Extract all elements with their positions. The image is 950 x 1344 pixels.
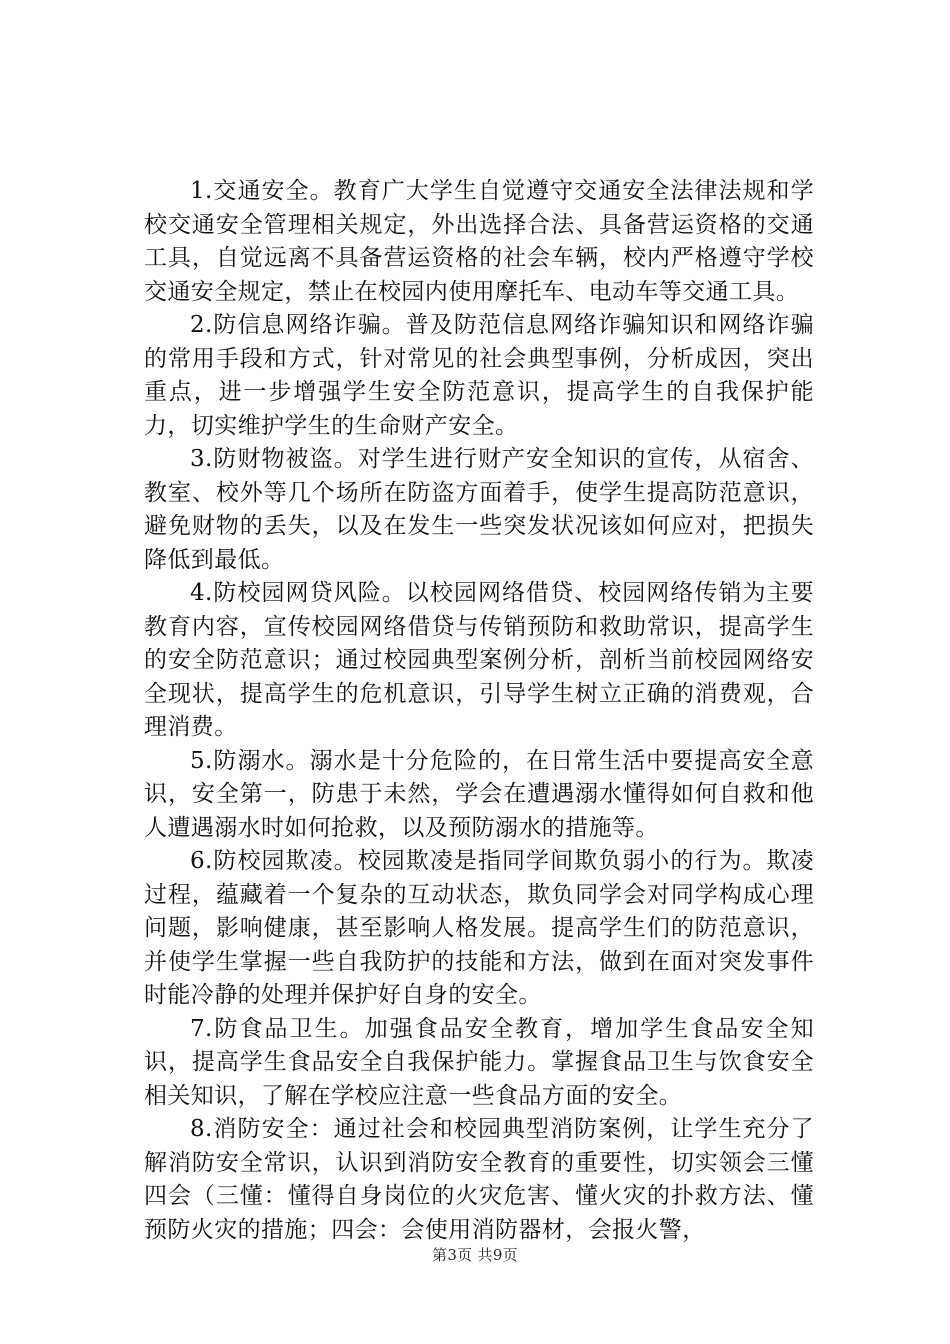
paragraph-online-fraud: 2.防信息网络诈骗。普及防范信息网络诈骗知识和网络诈骗的常用手段和方式，针对常见的社会典型事例，分析成因，突出重点，进一步增强学生安全防范意识，提高学生的自我保护能力，切实维护学生的生命财产安全。 (144, 312, 814, 439)
paragraph-campus-bullying: 6.防校园欺凌。校园欺凌是指同学间欺负弱小的行为。欺凌过程，蕴藏着一个复杂的互动状态，欺负同学会对同学构成心理问题，影响健康，甚至影响人格发展。提高学生们的防范意识，并使学生掌握一些自我防护的技能和方法，做到在面对突发事件时能冷静的处理并保护好自身的安全。 (144, 848, 814, 1008)
page-number-footer: 第3页 共9页 (432, 1246, 518, 1264)
paragraph-traffic-safety: 1.交通安全。教育广大学生自觉遵守交通安全法律法规和学校交通安全管理相关规定，外出选择合法、具备营运资格的交通工具，自觉远离不具备营运资格的社会车辆，校内严格遵守学校交通安全规定，禁止在校园内使用摩托车、电动车等交通工具。 (144, 178, 814, 305)
paragraph-drowning-prevention: 5.防溺水。溺水是十分危险的，在日常生活中要提高安全意识，安全第一，防患于未然，学会在遭遇溺水懂得如何自救和他人遭遇溺水时如何抢救，以及预防溺水的措施等。 (144, 747, 814, 841)
paragraph-food-hygiene: 7.防食品卫生。加强食品安全教育，增加学生食品安全知识，提高学生食品安全自我保护能力。掌握食品卫生与饮食安全相关知识，了解在学校应注意一些食品方面的安全。 (144, 1015, 814, 1109)
paragraph-campus-loan-risk: 4.防校园网贷风险。以校园网络借贷、校园网络传销为主要教育内容，宣传校园网络借贷与传销预防和救助常识，提高学生的安全防范意识；通过校园典型案例分析，剖析当前校园网络安全现状，提高学生的危机意识，引导学生树立正确的消费观，合理消费。 (144, 580, 814, 740)
paragraph-fire-safety: 8.消防安全：通过社会和校园典型消防案例，让学生充分了解消防安全常识，认识到消防安全教育的重要性，切实领会三懂四会（三懂：懂得自身岗位的火灾危害、懂火灾的扑救方法、懂预防火灾的措施；四会：会使用消防器材，会报火警， (144, 1116, 814, 1243)
document-body (144, 175, 814, 1247)
paragraph-theft-prevention: 3.防财物被盗。对学生进行财产安全知识的宣传，从宿舍、教室、校外等几个场所在防盗方面着手，使学生提高防范意识，避免财物的丢失，以及在发生一些突发状况该如何应对，把损失降低到最低。 (144, 446, 814, 573)
